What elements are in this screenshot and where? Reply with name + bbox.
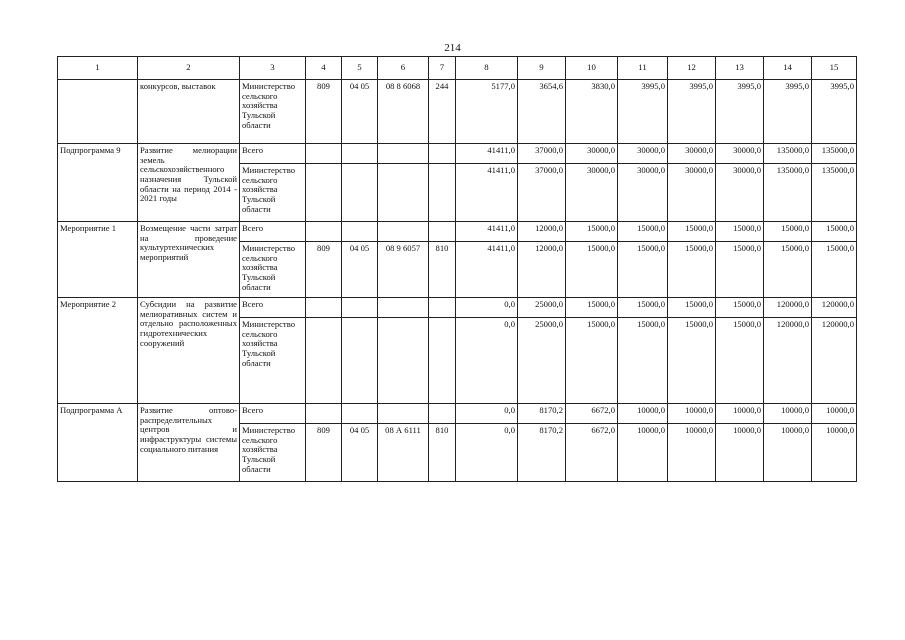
- ministry-code-cell: 809: [306, 80, 342, 144]
- table-row: [58, 144, 857, 164]
- amount-cell: 10000,0: [812, 404, 857, 424]
- amount-cell: 0,0: [456, 318, 518, 404]
- amount-cell: 15000,0: [812, 222, 857, 242]
- expense-type-cell: [429, 144, 456, 164]
- program-description-cell: Развитие мелиорации земель сельскохозяйственного назначения Тульской области на период 2014 - 2021 годы: [138, 144, 240, 222]
- amount-cell: 3654,6: [518, 80, 566, 144]
- header-cell: 3: [240, 57, 306, 80]
- expense-type-cell: [429, 318, 456, 404]
- amount-cell: 25000,0: [518, 298, 566, 318]
- amount-cell: 10000,0: [618, 424, 668, 482]
- amount-cell: 10000,0: [716, 424, 764, 482]
- amount-cell: 30000,0: [566, 144, 618, 164]
- ministry-code-cell: [306, 404, 342, 424]
- ministry-code-cell: 809: [306, 242, 342, 298]
- target-article-cell: [378, 222, 429, 242]
- expense-type-cell: 810: [429, 424, 456, 482]
- amount-cell: 135000,0: [812, 164, 857, 222]
- section-code-cell: 04 05: [342, 80, 378, 144]
- program-description-cell: Возмещение части затрат на проведение культуртехнических мероприятий: [138, 222, 240, 298]
- amount-cell: 41411,0: [456, 164, 518, 222]
- program-name-cell: Подпрограмма А: [58, 404, 138, 482]
- program-name-cell: [58, 80, 138, 144]
- amount-cell: 15000,0: [716, 242, 764, 298]
- expense-type-cell: 244: [429, 80, 456, 144]
- executor-cell: Министерство сельского хозяйства Тульской области: [240, 80, 306, 144]
- amount-cell: 10000,0: [764, 404, 812, 424]
- amount-cell: 41411,0: [456, 222, 518, 242]
- amount-cell: 0,0: [456, 404, 518, 424]
- executor-cell: Министерство сельского хозяйства Тульской области: [240, 164, 306, 222]
- target-article-cell: [378, 318, 429, 404]
- executor-cell: Министерство сельского хозяйства Тульской области: [240, 424, 306, 482]
- target-article-cell: 08 9 6057: [378, 242, 429, 298]
- amount-cell: 25000,0: [518, 318, 566, 404]
- amount-cell: 0,0: [456, 298, 518, 318]
- program-name-cell: Мероприятие 1: [58, 222, 138, 298]
- target-article-cell: 08 8 6068: [378, 80, 429, 144]
- amount-cell: 15000,0: [566, 242, 618, 298]
- amount-cell: 135000,0: [812, 144, 857, 164]
- ministry-code-cell: [306, 144, 342, 164]
- ministry-code-cell: [306, 318, 342, 404]
- amount-cell: 10000,0: [764, 424, 812, 482]
- amount-cell: 41411,0: [456, 144, 518, 164]
- table-row: [58, 404, 857, 424]
- program-description-cell: конкурсов, выставок: [138, 80, 240, 144]
- amount-cell: 30000,0: [668, 164, 716, 222]
- amount-cell: 15000,0: [668, 298, 716, 318]
- amount-cell: 15000,0: [618, 298, 668, 318]
- target-article-cell: 08 А 6111: [378, 424, 429, 482]
- program-name-cell: Мероприятие 2: [58, 298, 138, 404]
- amount-cell: 30000,0: [716, 144, 764, 164]
- amount-cell: 3830,0: [566, 80, 618, 144]
- table-row: [58, 80, 857, 144]
- executor-cell: Всего: [240, 298, 306, 318]
- amount-cell: 10000,0: [668, 424, 716, 482]
- amount-cell: 15000,0: [618, 222, 668, 242]
- amount-cell: 3995,0: [618, 80, 668, 144]
- amount-cell: 10000,0: [668, 404, 716, 424]
- amount-cell: 15000,0: [668, 222, 716, 242]
- amount-cell: 15000,0: [668, 242, 716, 298]
- amount-cell: 15000,0: [812, 242, 857, 298]
- amount-cell: 120000,0: [764, 318, 812, 404]
- section-code-cell: [342, 298, 378, 318]
- ministry-code-cell: [306, 222, 342, 242]
- amount-cell: 3995,0: [764, 80, 812, 144]
- executor-cell: Всего: [240, 222, 306, 242]
- amount-cell: 15000,0: [618, 318, 668, 404]
- expense-type-cell: [429, 164, 456, 222]
- expense-type-cell: 810: [429, 242, 456, 298]
- program-description-cell: Субсидии на развитие мелиоративных систем и отдельно расположенных гидротехнических сооружений: [138, 298, 240, 404]
- header-cell: 7: [429, 57, 456, 80]
- amount-cell: 10000,0: [812, 424, 857, 482]
- target-article-cell: [378, 404, 429, 424]
- amount-cell: 135000,0: [764, 164, 812, 222]
- header-cell: 9: [518, 57, 566, 80]
- amount-cell: 3995,0: [716, 80, 764, 144]
- target-article-cell: [378, 164, 429, 222]
- section-code-cell: [342, 222, 378, 242]
- amount-cell: 12000,0: [518, 242, 566, 298]
- program-name-cell: Подпрограмма 9: [58, 144, 138, 222]
- amount-cell: 15000,0: [618, 242, 668, 298]
- program-description-cell: Развитие оптово-распределительных центров и инфраструктуры системы социального питания: [138, 404, 240, 482]
- amount-cell: 15000,0: [566, 222, 618, 242]
- amount-cell: 3995,0: [668, 80, 716, 144]
- amount-cell: 3995,0: [812, 80, 857, 144]
- header-cell: 15: [812, 57, 857, 80]
- amount-cell: 15000,0: [566, 318, 618, 404]
- header-cell: 14: [764, 57, 812, 80]
- header-cell: 12: [668, 57, 716, 80]
- amount-cell: 37000,0: [518, 164, 566, 222]
- amount-cell: 15000,0: [668, 318, 716, 404]
- executor-cell: Всего: [240, 144, 306, 164]
- expense-type-cell: [429, 222, 456, 242]
- amount-cell: 15000,0: [566, 298, 618, 318]
- ministry-code-cell: [306, 164, 342, 222]
- target-article-cell: [378, 144, 429, 164]
- section-code-cell: [342, 318, 378, 404]
- amount-cell: 30000,0: [618, 164, 668, 222]
- amount-cell: 30000,0: [618, 144, 668, 164]
- header-cell: 13: [716, 57, 764, 80]
- header-row: [58, 57, 857, 80]
- header-cell: 1: [58, 57, 138, 80]
- amount-cell: 30000,0: [566, 164, 618, 222]
- amount-cell: 5177,0: [456, 80, 518, 144]
- amount-cell: 8170,2: [518, 424, 566, 482]
- page-number: 214: [444, 42, 461, 54]
- amount-cell: 37000,0: [518, 144, 566, 164]
- amount-cell: 120000,0: [812, 298, 857, 318]
- amount-cell: 0,0: [456, 424, 518, 482]
- executor-cell: Всего: [240, 404, 306, 424]
- target-article-cell: [378, 298, 429, 318]
- header-cell: 4: [306, 57, 342, 80]
- amount-cell: 6672,0: [566, 424, 618, 482]
- header-cell: 6: [378, 57, 429, 80]
- amount-cell: 15000,0: [716, 318, 764, 404]
- amount-cell: 8170,2: [518, 404, 566, 424]
- executor-cell: Министерство сельского хозяйства Тульской области: [240, 242, 306, 298]
- budget-table: [57, 56, 857, 482]
- header-cell: 10: [566, 57, 618, 80]
- amount-cell: 15000,0: [764, 222, 812, 242]
- section-code-cell: 04 05: [342, 424, 378, 482]
- ministry-code-cell: [306, 298, 342, 318]
- expense-type-cell: [429, 404, 456, 424]
- expense-type-cell: [429, 298, 456, 318]
- amount-cell: 41411,0: [456, 242, 518, 298]
- amount-cell: 135000,0: [764, 144, 812, 164]
- section-code-cell: [342, 404, 378, 424]
- header-cell: 5: [342, 57, 378, 80]
- header-cell: 11: [618, 57, 668, 80]
- executor-cell: Министерство сельского хозяйства Тульской области: [240, 318, 306, 404]
- amount-cell: 12000,0: [518, 222, 566, 242]
- section-code-cell: [342, 164, 378, 222]
- section-code-cell: 04 05: [342, 242, 378, 298]
- amount-cell: 6672,0: [566, 404, 618, 424]
- amount-cell: 10000,0: [716, 404, 764, 424]
- amount-cell: 10000,0: [618, 404, 668, 424]
- amount-cell: 30000,0: [668, 144, 716, 164]
- amount-cell: 120000,0: [812, 318, 857, 404]
- amount-cell: 15000,0: [716, 222, 764, 242]
- section-code-cell: [342, 144, 378, 164]
- amount-cell: 120000,0: [764, 298, 812, 318]
- table-row: [58, 298, 857, 318]
- amount-cell: 15000,0: [764, 242, 812, 298]
- ministry-code-cell: 809: [306, 424, 342, 482]
- header-cell: 8: [456, 57, 518, 80]
- amount-cell: 30000,0: [716, 164, 764, 222]
- header-cell: 2: [138, 57, 240, 80]
- table-row: [58, 222, 857, 242]
- amount-cell: 15000,0: [716, 298, 764, 318]
